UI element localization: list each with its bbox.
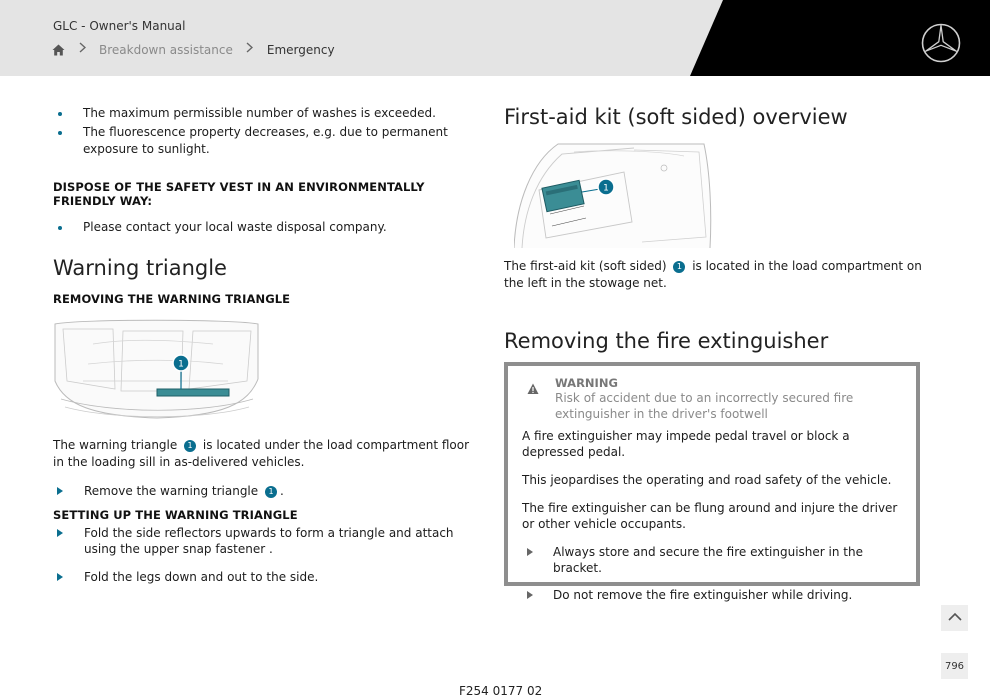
warning-triangle-icon — [527, 380, 539, 392]
page-header — [0, 0, 990, 76]
washes-list — [53, 105, 473, 158]
warning-triangle-title: Warning triangle — [53, 256, 227, 280]
home-icon[interactable] — [52, 44, 65, 56]
warning-triangle-figure — [53, 319, 261, 424]
setup-step: Fold the legs down and out to the side. — [53, 569, 473, 585]
breadcrumb — [52, 42, 335, 57]
manual-title: GLC - Owner's Manual — [53, 19, 186, 33]
list-item: Please contact your local waste disposal company. — [53, 219, 473, 236]
location-text: is located in the load compartment on the left in the stowage net. — [504, 259, 922, 290]
location-text: is located under the load compartment floor in the loading sill in as-delivered vehicles. — [53, 438, 470, 469]
breadcrumb-link[interactable]: Breakdown assistance — [99, 42, 233, 57]
dispose-list — [53, 219, 473, 236]
setup-step: Fold the side reflectors upwards to form a triangle and attach using the upper snap fastener . — [53, 525, 473, 557]
location-text: The first-aid kit (soft sided) — [504, 259, 667, 273]
scroll-to-top-button[interactable] — [941, 605, 968, 631]
first-aid-figure — [514, 142, 714, 248]
removing-heading: REMOVING THE WARNING TRIANGLE — [53, 292, 291, 306]
number-badge: 1 — [673, 261, 685, 273]
remove-step — [53, 483, 473, 499]
setup-heading: SETTING UP THE WARNING TRIANGLE — [53, 508, 298, 522]
step-text: . — [279, 484, 284, 498]
dispose-heading: DISPOSE OF THE SAFETY VEST IN AN ENVIRONMENTALLY FRIENDLY WAY: — [53, 180, 425, 208]
warning-step: Do not remove the fire extinguisher while driving. — [522, 587, 902, 603]
warning-step: Always store and secure the fire extinguisher in the bracket. — [522, 544, 902, 576]
warning-triangle-location — [53, 437, 473, 471]
chevron-right-icon — [240, 42, 260, 57]
warning-paragraph: A fire extinguisher may impede pedal travel or block a depressed pedal. — [522, 429, 850, 459]
first-aid-title: First-aid kit (soft sided) overview — [504, 105, 848, 129]
mercedes-star-logo — [920, 22, 962, 64]
page-number-button[interactable]: 796 — [941, 653, 968, 679]
breadcrumb-current: Emergency — [266, 42, 335, 57]
location-text: The warning triangle — [53, 438, 178, 452]
list-item: The fluorescence property decreases, e.g. due to permanent exposure to sunlight. — [53, 124, 473, 158]
warning-paragraph: This jeopardises the operating and road safety of the vehicle. — [522, 473, 892, 487]
number-badge: 1 — [184, 440, 196, 452]
right-column — [504, 105, 924, 353]
left-column — [53, 105, 473, 585]
warning-header — [522, 376, 902, 422]
warning-title: WARNING — [555, 376, 618, 390]
figure-code: F254 0177 02 — [459, 684, 543, 698]
chevron-right-icon — [72, 42, 92, 57]
figure-marker: 1 — [178, 359, 184, 370]
chevron-up-icon — [948, 612, 962, 624]
warning-paragraph: The fire extinguisher can be flung around and injure the driver or other vehicle occupants. — [522, 501, 898, 531]
figure-marker: 1 — [603, 183, 609, 194]
warning-subtitle: Risk of accident due to an incorrectly secured fire extinguisher in the driver's footwell — [555, 391, 854, 421]
warning-box — [504, 362, 920, 602]
step-text: Remove the warning triangle — [84, 484, 259, 498]
fire-extinguisher-title: Removing the fire extinguisher — [504, 329, 829, 353]
number-badge: 1 — [265, 486, 277, 498]
first-aid-location — [504, 258, 924, 292]
list-item: The maximum permissible number of washes is exceeded. — [53, 105, 473, 122]
